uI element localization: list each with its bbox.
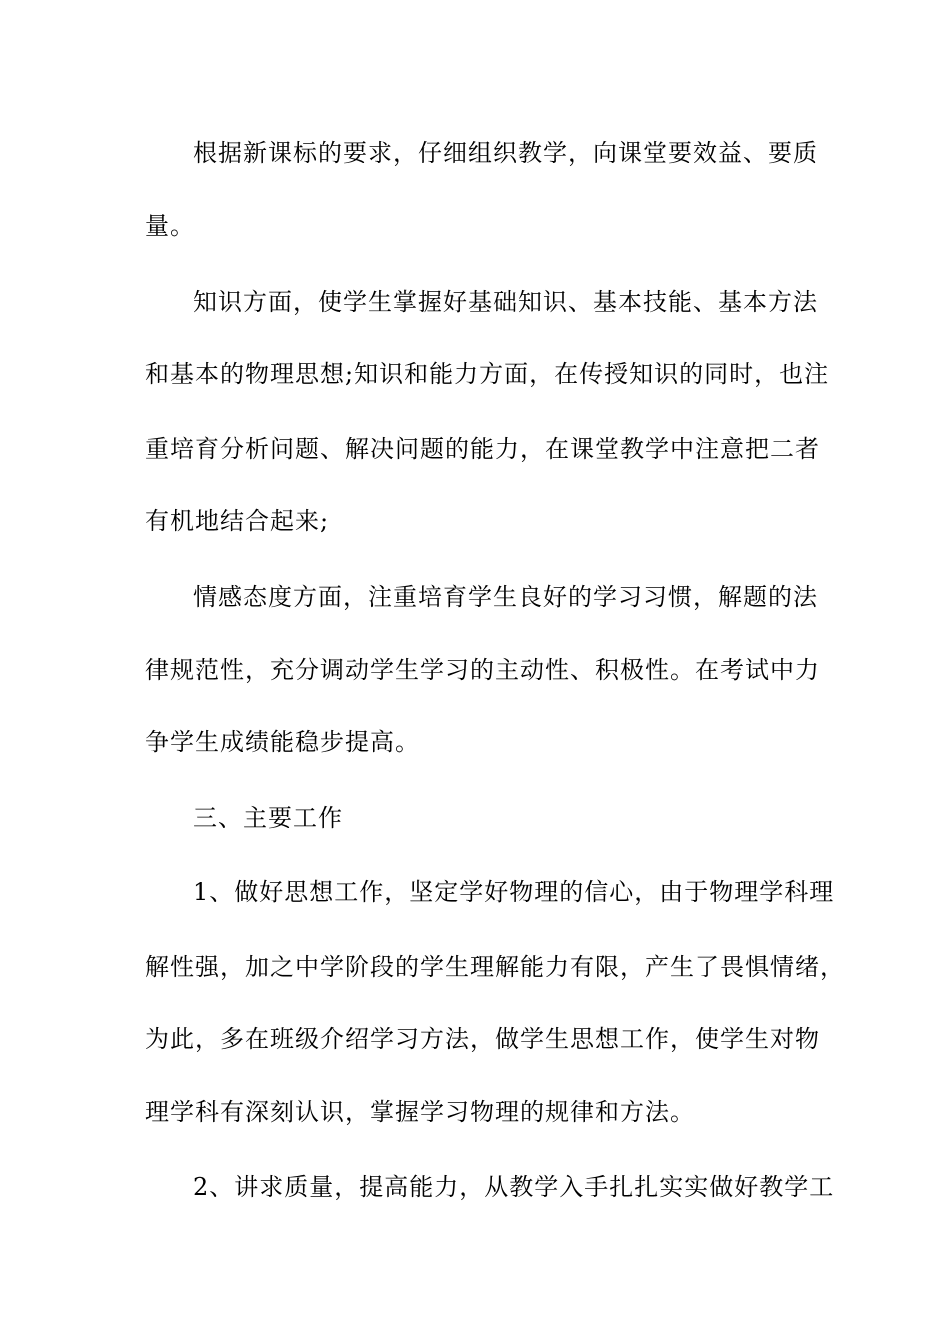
paragraph-line: 2、讲求质量，提高能力，从教学入手扎扎实实做好教学工 [193, 1173, 835, 1201]
paragraph-line: 解性强，加之中学阶段的学生理解能力有限，产生了畏惧情绪， [145, 953, 845, 981]
section-heading: 三、主要工作 [193, 804, 343, 832]
paragraph-line: 争学生成绩能稳步提高。 [145, 728, 420, 756]
paragraph-line: 1、做好思想工作，坚定学好物理的信心，由于物理学科理 [193, 878, 835, 906]
paragraph-line: 根据新课标的要求，仔细组织教学，向课堂要效益、要质 [193, 139, 818, 167]
paragraph-line: 律规范性，充分调动学生学习的主动性、积极性。在考试中力 [145, 656, 820, 684]
paragraph-line: 和基本的物理思想;知识和能力方面，在传授知识的同时，也注 [145, 360, 830, 388]
paragraph-line: 情感态度方面，注重培育学生良好的学习习惯，解题的法 [193, 583, 818, 611]
paragraph-line: 知识方面，使学生掌握好基础知识、基本技能、基本方法 [193, 288, 818, 316]
paragraph-line: 理学科有深刻认识，掌握学习物理的规律和方法。 [145, 1098, 695, 1126]
paragraph-line: 为此，多在班级介绍学习方法，做学生思想工作，使学生对物 [145, 1025, 820, 1053]
paragraph-line: 有机地结合起来; [145, 507, 330, 535]
paragraph-line: 量。 [145, 212, 195, 240]
paragraph-line: 重培育分析问题、解决问题的能力，在课堂教学中注意把二者 [145, 435, 820, 463]
